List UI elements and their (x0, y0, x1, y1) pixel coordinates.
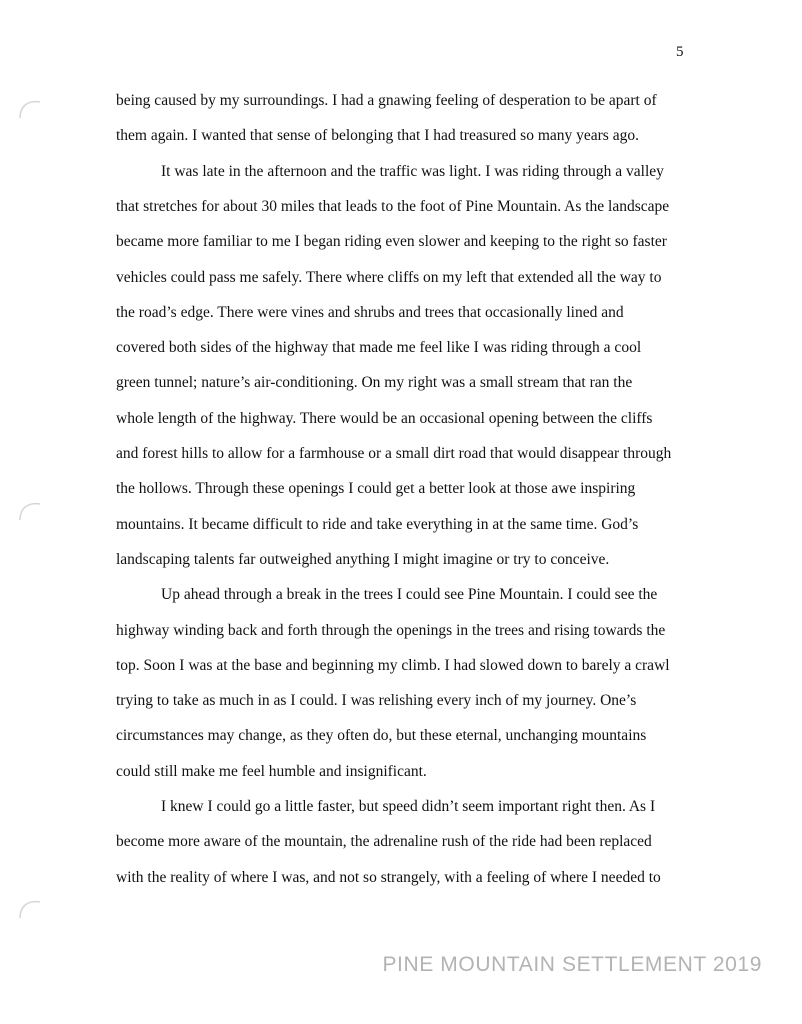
text-line: green tunnel; nature’s air-conditioning. On my right was a small stream that ran the (116, 374, 633, 392)
text-line: the hollows. Through these openings I could get a better look at those awe inspiring (116, 480, 636, 498)
punch-hole-mark (16, 896, 42, 922)
text-line: become more aware of the mountain, the adrenaline rush of the ride had been replaced (116, 833, 652, 851)
text-line: and forest hills to allow for a farmhouse or a small dirt road that would disappear through (116, 445, 672, 462)
text-line: covered both sides of the highway that made me feel like I was riding through a cool (116, 339, 642, 357)
text-line: the road’s edge. There were vines and shrubs and trees that occasionally lined and (116, 303, 624, 321)
text-line: them again. I wanted that sense of belonging that I had treasured so many years ago. (116, 127, 639, 145)
punch-hole-mark (16, 498, 42, 524)
text-line: landscaping talents far outweighed anything I might imagine or try to conceive. (116, 550, 610, 568)
text-line: I knew I could go a little faster, but speed didn’t seem important right then. As I (161, 798, 656, 815)
text-line: became more familiar to me I began riding even slower and keeping to the right so faster (116, 233, 667, 251)
text-line: that stretches for about 30 miles that leads to the foot of Pine Mountain. As the landscape (116, 197, 670, 215)
text-line: trying to take as much in as I could. I was relishing every inch of my journey. One’s (116, 692, 637, 710)
text-line: whole length of the highway. There would be an occasional opening between the cliffs (116, 409, 653, 427)
text-line: circumstances may change, as they often do, but these eternal, unchanging mountains (116, 727, 647, 745)
text-line: top. Soon I was at the base and beginning my climb. I had slowed down to barely a crawl (116, 656, 670, 674)
text-line: mountains. It became difficult to ride and take everything in at the same time. God’s (116, 515, 639, 533)
text-line: could still make me feel humble and insignificant. (116, 762, 427, 780)
archive-watermark: PINE MOUNTAIN SETTLEMENT 2019 (382, 953, 762, 976)
page-number: 5 (676, 44, 684, 60)
text-line: highway winding back and forth through the openings in the trees and rising towards the (116, 621, 666, 639)
text-line: with the reality of where I was, and not so strangely, with a feeling of where I needed to (116, 868, 661, 886)
text-line: Up ahead through a break in the trees I could see Pine Mountain. I could see the (161, 586, 658, 604)
punch-hole-mark (16, 96, 42, 122)
text-line: being caused by my surroundings. I had a gnawing feeling of desperation to be apart of (116, 92, 657, 109)
text-line: It was late in the afternoon and the traffic was light. I was riding through a valley (161, 162, 664, 180)
text-line: vehicles could pass me safely. There where cliffs on my left that extended all the way to (116, 268, 662, 286)
